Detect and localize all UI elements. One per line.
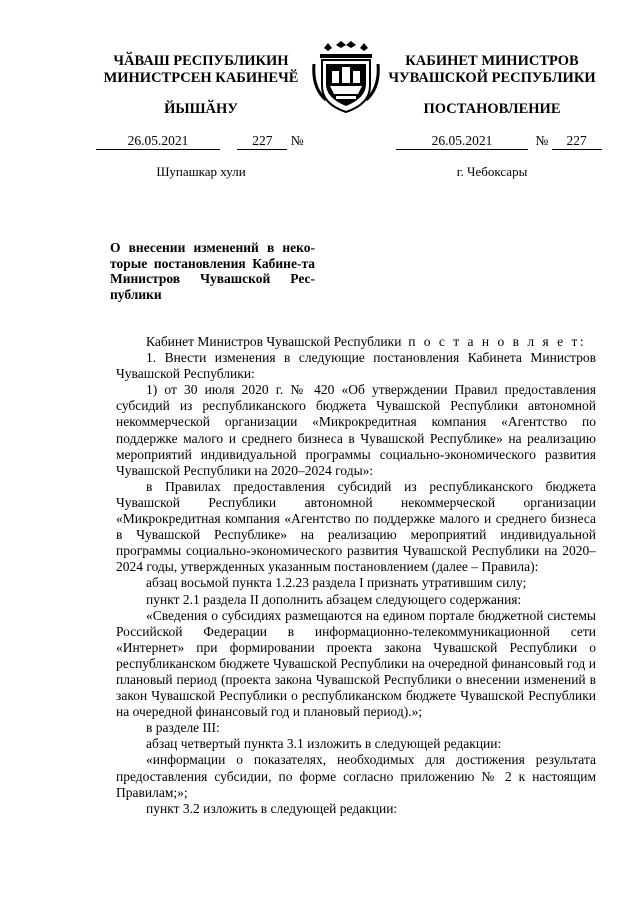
body-paragraph: в Правилах предоставления субсидий из республиканского бюджета Чувашской Республики автономной некоммерческой организации «Микрокредитная компания «Агентство по поддержке малого и среднего бизнеса в Чувашской Республике» на реализацию мероприятий индивидуальной программы социально-экономического развития Чувашской Республики на 2020–2024 годы, утвержденных указанным постановлением (далее – Правила): bbox=[116, 478, 596, 575]
body-paragraph: абзац четвертый пункта 3.1 изложить в следующей редакции: bbox=[146, 736, 502, 752]
header-left-line2: МИНИСТРСЕН КАБИНЕЧӖ bbox=[103, 70, 299, 86]
body-paragraph: 1. Внести изменения в следующие постановления Кабинета Министров Чувашской Республики: bbox=[116, 350, 596, 382]
date-line-right bbox=[396, 133, 602, 149]
header-right-line1: КАБИНЕТ МИНИСТРОВ bbox=[405, 53, 579, 69]
number-sign-right: № bbox=[535, 133, 549, 148]
date-left: 26.05.2021 bbox=[96, 133, 220, 150]
date-line-left bbox=[96, 133, 304, 149]
intro-prefix: Кабинет Министров Чувашской Республики bbox=[146, 334, 402, 349]
place-left: Шупашкар хули bbox=[156, 164, 246, 179]
header-left bbox=[96, 53, 306, 87]
place-right: г. Чебоксары bbox=[456, 164, 528, 179]
header-left-line1: ЧӐВАШ РЕСПУБЛИКИН bbox=[113, 53, 289, 69]
header-right bbox=[382, 53, 602, 87]
header-right-title: ПОСТАНОВЛЕНИЕ bbox=[423, 101, 561, 117]
chuvash-emblem-icon bbox=[312, 40, 380, 114]
body-paragraph: «Сведения о субсидиях размещаются на едином портале бюджетной системы Российской Федерации в информационно-телекоммуникационной сети «Интернет» при формировании проекта закона Чувашской Республики о республиканском бюджете Чувашской Республики на очередной финансовый год и плановый период (проекта закона Чувашской Республики о внесении изменений в закон Чувашской Республики о республиканском бюджете Чувашской Республики на очередной финансовый год и плановый период).»; bbox=[116, 607, 596, 720]
header-left-title: ЙЫШӐНУ bbox=[164, 101, 238, 117]
document-body bbox=[116, 334, 596, 817]
body-paragraph: в разделе III: bbox=[146, 720, 220, 736]
body-paragraph: «информации о показателях, необходимых для достижения результата предоставления субсидии, по форме согласно приложению № 2 к настоящим Правилам;»; bbox=[116, 752, 596, 800]
body-paragraph: 1) от 30 июля 2020 г. № 420 «Об утверждении Правил предоставления субсидий из республиканского бюджета Чувашской Республики автономной некоммерческой организации «Микрокредитная компания «Агентство по поддержке малого и среднего бизнеса в Чувашской Республике» на реализацию мероприятий индивидуальной программы социально-экономического развития Чувашской Республики на 2020–2024 годы»: bbox=[116, 382, 596, 478]
intro-verb: п о с т а н о в л я е т: bbox=[408, 334, 587, 349]
number-left: 227 bbox=[237, 133, 287, 150]
document-subject: О внесении изменений в неко-торые постановления Кабине-та Министров Чувашской Рес-публики bbox=[110, 240, 315, 302]
intro-paragraph bbox=[116, 334, 596, 350]
number-sign-left: № bbox=[290, 133, 304, 148]
body-paragraph: абзац восьмой пункта 1.2.23 раздела I признать утратившим силу; bbox=[146, 575, 527, 591]
number-right: 227 bbox=[552, 133, 602, 150]
header-right-line2: ЧУВАШСКОЙ РЕСПУБЛИКИ bbox=[388, 70, 596, 86]
body-paragraph: пункт 2.1 раздела II дополнить абзацем следующего содержания: bbox=[146, 591, 522, 607]
body-paragraph: пункт 3.2 изложить в следующей редакции: bbox=[146, 800, 398, 816]
date-right: 26.05.2021 bbox=[396, 133, 528, 150]
